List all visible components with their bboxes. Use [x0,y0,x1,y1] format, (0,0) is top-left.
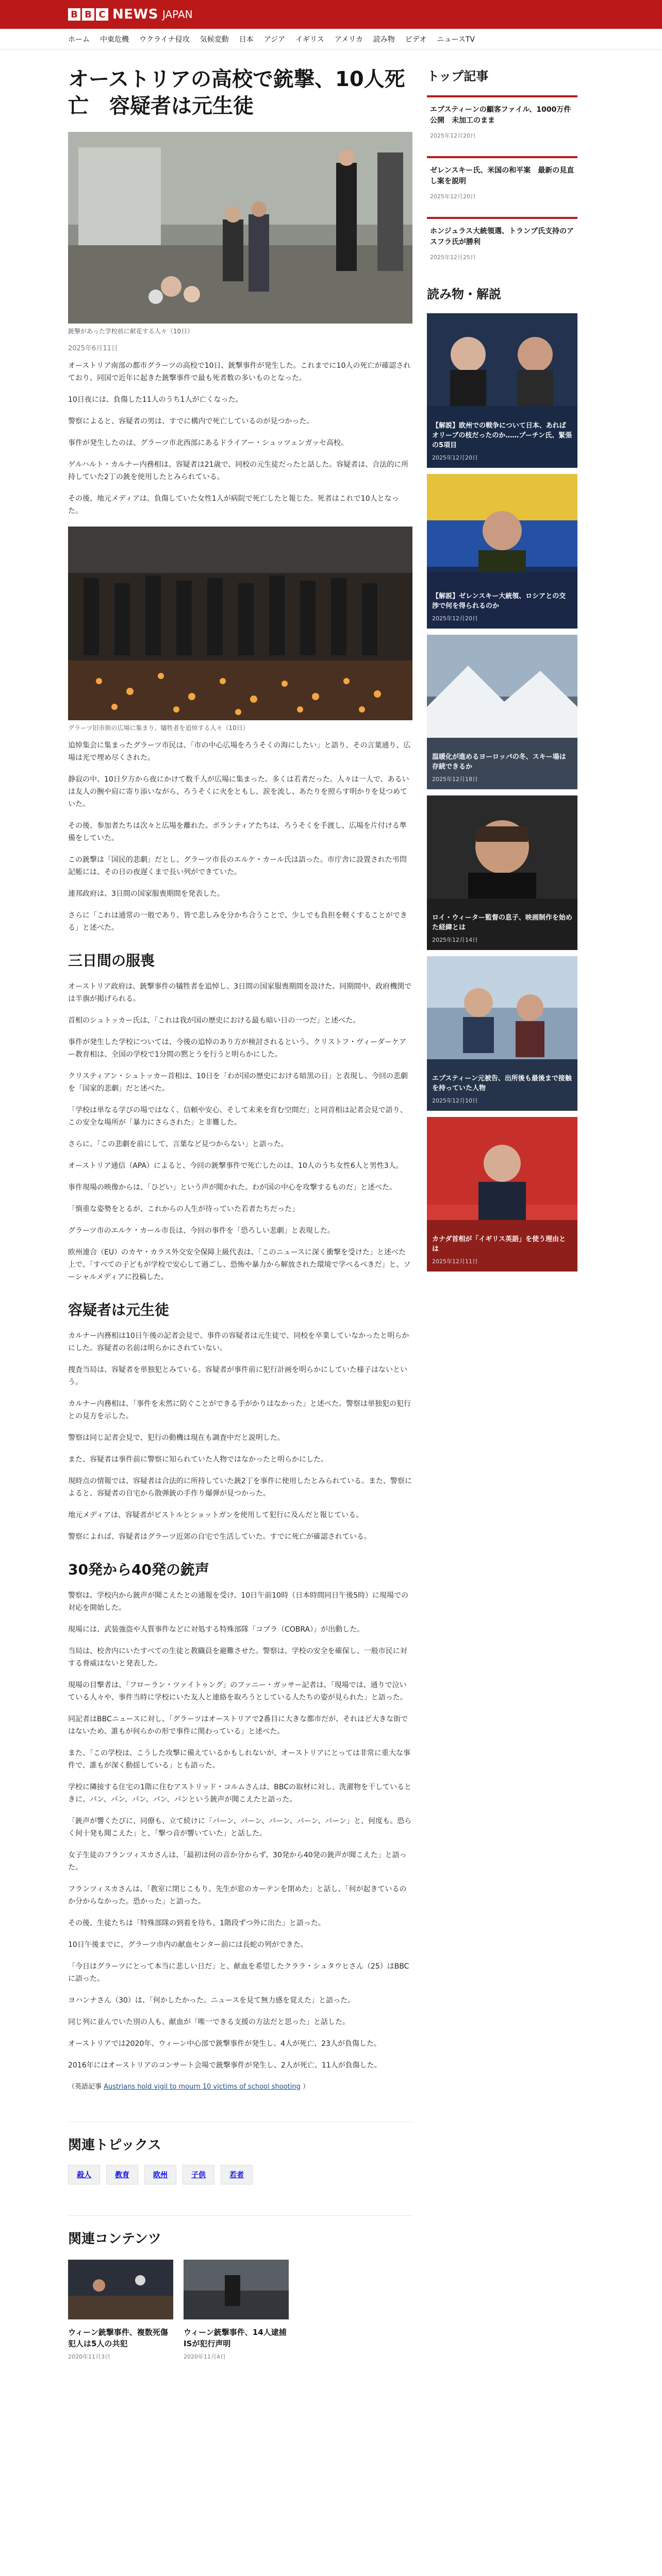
photo-caption: グラーツ旧市街の広場に集まり、犠牲者を追悼する人々（10日） [68,724,249,732]
paragraph: 事件現場の映像からは、「ひどい」という声が聞かれた。わが国の中心を攻撃するものだ」と述べた。 [68,1183,396,1192]
paragraph: 警察によると、容疑者の男は、すでに構内で死亡しているのが見つかった。 [68,417,314,426]
paragraph: その後、参加者たちは次々と広場を離れた。ボランティアたちは、ろうそくを手渡し、広場を片付ける準備をしていた。 [68,822,407,842]
top-story-item[interactable] [427,156,577,208]
nav-middle-east[interactable]: 中東危機 [100,35,129,44]
paragraph: グラーツ市のエルケ・カール市長は、今回の事件を「恐ろしい悲劇」と表現した。 [68,1227,335,1235]
top-story-date: 2025年12月25日 [430,254,476,261]
topic-chip[interactable]: 子供 [183,2165,214,2184]
nav-uk[interactable]: イギリス [295,35,324,44]
popular-item-title: エプスティーン元被告、出所後も最後まで接触を持っていた人物 [432,1075,572,1092]
topic-chip[interactable]: 殺人 [68,2165,100,2184]
topic-chip[interactable]: 欧州 [144,2165,176,2184]
logo-letter: B [68,8,80,21]
related-card-image [68,2260,173,2319]
main-nav [0,29,662,49]
top-story-date: 2025年12月20日 [430,132,476,139]
nav-ukraine[interactable]: ウクライナ侵攻 [139,35,190,44]
nav-features[interactable]: 読み物 [373,35,395,44]
popular-item[interactable] [427,956,577,1111]
paragraph: オーストリアでは2020年、ウィーン中心部で銃撃事件が発生し、4人が死亡、23人が負傷した。 [68,2040,381,2048]
related-card[interactable] [184,2260,294,2361]
top-story-item[interactable] [427,95,577,147]
popular-item-date: 2025年12月20日 [432,454,478,461]
popular-item-title: カナダ首相が「イギリス英語」を使う理由とは [432,1235,566,1253]
paragraph: 「学校は単なる学びの場ではなく、信頼や安心、そして未来を育む空間だ」と同首相は記者会見で語り、この安全な場所が「暴力にさらされた」と非難した。 [68,1106,407,1127]
related-cards [68,2260,412,2361]
nav-climate[interactable]: 気候変動 [200,35,229,44]
nav-video[interactable]: ビデオ [405,35,427,44]
paragraph: 事件が発生した学校については、今後の追悼のあり方が検討されるという。クリストフ・ヴィーダーケアー教育相は、全国の学校で1分間の黙とうを行うと明らかにした。 [68,1038,407,1059]
brand-edition: JAPAN [162,8,193,21]
paragraph: また、「この学校は、こうした攻撃に備えているかもしれないが、オーストリアにとっては非常に重大な事件で、誰もが深く動揺している」とも語った。 [68,1749,411,1770]
paragraph: 現時点の情報では、容疑者は合法的に所持していた銃2丁を事件に使用したとみられている。また、警察によると、容疑者の自宅から散弾銃の手作り爆弾が見つかった。 [68,1477,412,1498]
popular-item-title: 温暖化が進めるヨーロッパの冬、スキー場は存続できるか [432,753,566,771]
paragraph: クリスティアン・シュトッカー首相は、10日を「わが国の歴史における暗黒の日」と表現し、今回の悲劇を「国家的悲劇」だと述べた。 [68,1072,408,1093]
brand-news: NEWS [112,7,158,22]
paragraph: 2016年にはオーストリアのコンサート会場で銃撃事件が発生し、2人が死亡、11人が負傷した。 [68,2061,382,2070]
nav-asia[interactable]: アジア [263,35,286,44]
topic-chips [68,2165,412,2184]
paragraph: カルナー内務相は10日午後の記者会見で、事件の容疑者は元生徒で、同校を卒業していなかったと明らかにした。容疑者の名前は明らかにされていない。 [68,1332,409,1352]
source-prefix: （英語記事 [68,2083,102,2091]
top-story-item[interactable] [427,217,577,268]
paragraph: ヨハンナさん（30）は、「何かしたかった。ニュースを見て無力感を覚えた」と語った。 [68,1996,355,2005]
top-story-date: 2025年12月20日 [430,193,476,200]
paragraph: 10日午後までに、グラーツ市内の献血センター前には長蛇の列ができた。 [68,1941,308,1949]
paragraph: 静寂の中、10日夕方から夜にかけて数千人が広場に集まった。多くは若者だった。人々は一人で、あるいは友人の腕や肩に寄り添いながら、ろうそくに火をともし、涙を流し、あたりを照らす明かりを見つめていた。 [68,775,409,808]
related-card-image [184,2260,289,2319]
bbc-logo[interactable] [68,8,108,21]
popular-item-title: 【解説】ゼレンスキー大統領、ロシアとの交渉で何を得られるのか [432,592,566,610]
paragraph: 警察は同じ記者会見で、犯行の動機は現在も調査中だと説明した。 [68,1434,285,1442]
sidebar [427,66,577,2402]
related-card[interactable] [68,2260,176,2361]
top-stories-heading: トップ記事 [427,69,489,83]
popular-item[interactable] [427,474,577,629]
nav-home[interactable]: ホーム [68,35,90,44]
site-header [0,0,662,29]
popular-item-date: 2025年12月14日 [432,937,478,943]
article-date: 2025年6月11日 [68,345,118,352]
related-card-title: ウィーン銃撃事件、14人逮捕 ISが犯行声明 [184,2328,294,2348]
popular-heading: 読み物・解説 [427,287,501,301]
paragraph: 「今日はグラーツにとって本当に悲しい日だ」と、献血を希望したクララ・シュタウヒさん（25）はBBCに語った。 [68,1962,409,1983]
source-suffix: ） [303,2083,310,2091]
top-story-title: ホンジュラス大統領選、トランプ氏支持のアスフラ氏が勝利 [430,227,574,246]
popular-item[interactable] [427,313,577,468]
article-photo-candles [68,527,412,720]
top-story-title: ゼレンスキー氏、米国の和平案 最新の見直し案を説明 [430,166,574,185]
paragraph: 「銃声が響くたびに、同僚も、立て続けに「パーン、パーン、パーン、パーン、パーン」と、何度も。恐らく何十発も聞こえた」と、「撃つ音が響いていた」と話した。 [68,1817,412,1838]
popular-item[interactable] [427,635,577,789]
photo-caption: 銃撃があった学校前に献花する人々（10日） [68,328,194,335]
nav-japan[interactable]: 日本 [239,35,254,44]
paragraph: 欧州連合（EU）のカヤ・カラス外交安全保障上級代表は、「このニュースに深く衝撃を受けた」と述べた上で、「すべての子どもが学校で安心して過ごし、恐怖や暴力から解放された環境で学べるべきだ」と、ソーシャルメディアに投稿した。 [68,1248,411,1281]
paragraph: その後、生徒たちは「特殊部隊の到着を待ち、1階段ずつ外に出た」と語った。 [68,1919,325,1927]
article-photo-vigil [68,132,412,324]
paragraph: カルナー内務相は、「事件を未然に防ぐことができる手がかりはなかった」と述べた。警察は単独犯の犯行との見方を示した。 [68,1400,411,1420]
paragraph: 追悼集会に集まったグラーツ市民は、「市の中心広場をろうそくの海にしたい」と語り、その言葉通り、広場は光で埋め尽くされた。 [68,741,411,762]
popular-item-date: 2025年12月10日 [432,1097,478,1104]
logo-letter: B [82,8,94,21]
nav-us[interactable]: アメリカ [334,35,363,44]
paragraph: さらに「これは通常の一般であり、皆で悲しみを分かち合うことで、少しでも負担を軽くすることができる」と述べた。 [68,911,407,932]
popular-item-title: 【解説】欧州での戦争について日本、あればオリーブの枝だったのか……プーチン氏、緊張の5項目 [432,422,572,449]
article [68,66,412,2402]
popular-item[interactable] [427,1117,577,1272]
paragraph: 同記者はBBCニュースに対し、「グラーツはオーストリアで2番目に大きな都市だが、それほど大きな街ではないため、誰もが何らかの形で事件に関わっている」と述べた。 [68,1715,408,1736]
topic-chip[interactable]: 若者 [221,2165,253,2184]
related-card-title: ウィーン銃撃事件、複数死傷 犯人は5人の共犯 [68,2328,176,2348]
paragraph: ゲルハルト・カルナー内務相は、容疑者は21歳で、同校の元生徒だったと話した。容疑者は、合法的に所持していた2丁の銃を使用したとみられている。 [68,461,409,481]
paragraph: 警察によれば、容疑者はグラーツ近郊の自宅で生活していた。すでに死亡が確認されている。 [68,1533,371,1541]
paragraph: 首相のシュトッカー氏は、「これは我が国の歴史における最も暗い日の一つだ」と述べた。 [68,1016,360,1025]
paragraph: また、容疑者は事件前に警察に知られていた人物ではなかったと明らかにした。 [68,1455,328,1464]
nav-newstv[interactable]: ニュースTV [437,35,475,44]
popular-item[interactable] [427,795,577,950]
popular-item-date: 2025年12月20日 [432,615,478,622]
paragraph: 「慎重な姿勢をとるが、これからの人生が待っていた若者たちだった」 [68,1205,299,1213]
related-card-date: 2020年11月3日 [68,2353,110,2360]
top-story-title: エプスティーンの顧客ファイル、1000万件公開 未加工のまま [430,106,571,125]
paragraph: 捜査当局は、容疑者を単独犯とみている。容疑者が事件前に犯行計画を明らかにしていた様子はないという。 [68,1366,407,1386]
subheading: 容疑者は元生徒 [68,1301,170,1318]
paragraph: 現場には、武装強盗や人質事件などに対処する特殊部隊「コブラ（COBRA）」が出動した。 [68,1625,365,1634]
subheading: 三日間の服喪 [68,952,155,969]
paragraph: 同じ列に並んでいた別の人も、献血が「唯一できる支援の方法だと思った」と話した。 [68,2018,350,2026]
logo-letter: C [96,8,108,21]
related-card-date: 2020年11月4日 [184,2353,226,2360]
paragraph: 地元メディアは、容疑者がピストルとショットガンを使用して犯行に及んだと報じている。 [68,1511,363,1519]
popular-item-date: 2025年12月18日 [432,776,478,783]
paragraph: オーストリア政府は、銃撃事件の犠牲者を追悼し、3日間の国家服喪期間を設けた。同期間中、政府機関では半旗が掲げられる。 [68,982,412,1003]
paragraph: その後、地元メディアは、負傷していた女性1人が病院で死亡したと報じた。死者はこれで10人となった。 [68,495,399,515]
paragraph: 連邦政府は、3日間の国家服喪期間を発表した。 [68,890,224,898]
popular-item-date: 2025年12月11日 [432,1258,478,1265]
paragraph: 10日夜には、負傷した11人のうち1人が亡くなった。 [68,396,243,404]
popular-item-title: ロイ・ウィーター監督の息子、映画制作を始めた経緯とは [432,914,572,931]
paragraph: この銃撃は「国民的悲劇」だとし、グラーツ市長のエルケ・カール氏は語った。市庁舎に設置された弔問記帳には、その日の夜遅くまで長い列ができていた。 [68,856,407,876]
article-title: オーストリアの高校で銃撃、10人死亡 容疑者は元生徒 [68,67,405,118]
related-content-heading: 関連コンテンツ [68,2215,412,2247]
paragraph: 学校に隣接する住宅の1階に住むアストリッド・コルムさんは、BBCの取材に対し、洗濯物を干しているときに、パン、パン、パン、パン、パンという銃声が聞こえたと語った。 [68,1783,411,1804]
source-line [68,2081,412,2091]
paragraph: 当局は、校舎内にいたすべての生徒と教職員を避難させた。警察は、学校の安全を確保し、一般市民に対する脅威はないと発表した。 [68,1647,407,1668]
paragraph: 事件が発生したのは、グラーツ市北西部にあるドライアー・シュッツェンガッセ高校。 [68,439,349,447]
paragraph: オーストリア南部の都市グラーツの高校で10日、銃撃事件が発生した。これまでに10人の死亡が確認されており、同国で近年に起きた銃撃事件で最も死者数の多いものとなった。 [68,362,411,382]
subheading: 30発から40発の銃声 [68,1561,209,1578]
paragraph: 警察は、学校内から銃声が聞こえたとの通報を受け、10日午前10時（日本時間同日午後5時）に現場での対応を開始した。 [68,1591,408,1612]
related-topics-heading: 関連トピックス [68,2122,412,2154]
paragraph: 女子生徒のフランツィスカさんは、「最初は何の音か分からず、30発から40発の銃声が聞こえた」と語った。 [68,1851,407,1872]
paragraph: 現場の目撃者は、「フローラン・ツァイトゥング」のファニー・ガッサー記者は、「現場では、通りで泣いている人々や、事件当時に学校にいた友人と連絡を取ろうとしている人たちの姿が見られた」と語った。 [68,1681,407,1702]
source-link[interactable]: Austrians hold vigil to mourn 10 victims of school shooting [104,2083,301,2091]
paragraph: フランツィスカさんは、「教室に閉じこもり、先生が窓のカーテンを閉めた」と話し、「何が起きているのか分からなかった。恐かった」と語った。 [68,1885,407,1906]
topic-chip[interactable]: 教育 [106,2165,138,2184]
paragraph: オーストリア通信（APA）によると、今回の銃撃事件で死亡したのは、10人のうち女性6人と男性3人。 [68,1162,403,1170]
paragraph: さらに、「この悲劇を前にして、言葉など見つからない」と語った。 [68,1140,288,1148]
